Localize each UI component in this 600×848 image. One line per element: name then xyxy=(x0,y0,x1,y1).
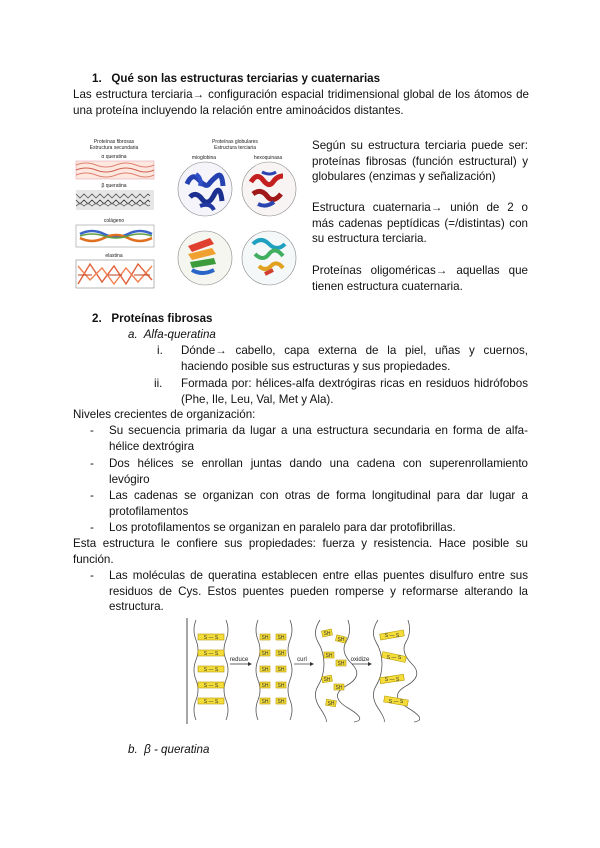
col2-sh-1b: SH xyxy=(277,634,285,641)
col1-bond-2: S — S xyxy=(203,650,219,657)
disulfide-bullet: - xyxy=(90,569,94,582)
protein-structures-svg xyxy=(72,134,304,292)
section2-title: Proteínas fibrosas xyxy=(111,312,213,325)
level-2-text: Dos hélices se enrollan juntas dando una cadena con superenrollamiento levógiro xyxy=(109,457,528,486)
fig1-label-elastin: elastina xyxy=(105,253,123,259)
section1-intro: Las estructura terciaria→ configuración espacial tridimensional global de los átomos de una proteína incluyendo la relación entre aminoácidos distantes. xyxy=(73,88,529,117)
level-3-bullet: - xyxy=(90,489,94,502)
arrow-label-3: oxidize xyxy=(350,657,370,663)
col2-sh-3a: SH xyxy=(261,666,269,673)
subsection-b-title: β - queratina xyxy=(144,743,210,756)
section2-number: 2. xyxy=(92,312,102,325)
col1-bond-5: S — S xyxy=(203,698,219,705)
section1-number: 1. xyxy=(92,72,102,85)
item-ii-text: Formada por: hélices-alfa dextrógiras ricas en residuos hidrófobos (Phe, Ile, Leu, Val, Met y Ala). xyxy=(181,377,528,406)
function-paragraph: Esta estructura le confiere sus propiedades: fuerza y resistencia. Hace posible su función. xyxy=(73,537,528,566)
disulfide-bridges-svg xyxy=(186,616,420,726)
fig1-label-alpha-keratin: α queratina xyxy=(101,154,127,160)
side-paragraph-2: Estructura cuaternaria→ unión de 2 o más cadenas peptídicas (=/distintas) con su estructura terciaria. xyxy=(312,201,528,246)
fig1-label-hexokinase: hexoquinasa xyxy=(253,155,283,161)
subsection-a-title: Alfa-queratina xyxy=(143,328,216,341)
col2-sh-1a: SH xyxy=(261,634,269,641)
subsection-a-marker: a. xyxy=(128,328,138,341)
side-paragraph-1: Según su estructura terciaria puede ser: proteínas fibrosas (función estructural) y globulares (enzimas y señalización) xyxy=(312,139,528,184)
col3-sh-1: SH xyxy=(323,630,331,637)
col1-bond-1: S — S xyxy=(203,634,219,641)
alpha-keratin-graphic xyxy=(76,161,154,179)
col3-sh-6: SH xyxy=(335,684,343,691)
section1-heading xyxy=(92,71,380,87)
col3-sh-7: SH xyxy=(327,700,335,707)
col2-sh-5b: SH xyxy=(277,698,285,705)
subsection-b xyxy=(128,742,209,758)
col3-bonds xyxy=(321,629,346,707)
section2-heading xyxy=(92,311,213,327)
col2-sh-2b: SH xyxy=(277,650,285,657)
beta-keratin-graphic xyxy=(76,190,154,210)
globular-protein-rainbow-right xyxy=(242,231,296,285)
section1-title: Qué son las estructuras terciarias y cuaternarias xyxy=(111,72,381,85)
fig1-left-subtitle: Estructura secundaria xyxy=(89,145,139,151)
subsection-a xyxy=(128,327,216,343)
level-3-text: Las cadenas se organizan con otras de forma longitudinal para dar lugar a protofilamentos xyxy=(109,489,528,518)
col2-bonds xyxy=(260,634,286,705)
disulfide-paragraph: Las moléculas de queratina establecen entre ellas puentes disulfuro entre sus residuos de Cys. Estos puentes pueden romperse y reformarse alterando la estructura. xyxy=(109,569,528,614)
globular-protein-rainbow-left xyxy=(178,231,232,285)
item-ii-marker: ii. xyxy=(154,377,163,390)
level-1-text: Su secuencia primaria da lugar a una estructura secundaria en forma de alfa-hélice dextrógira xyxy=(109,424,528,453)
col3-sh-4: SH xyxy=(337,660,345,667)
subsection-b-marker: b. xyxy=(128,743,138,756)
arrow-label-2: curl xyxy=(297,657,307,663)
col3-sh-2: SH xyxy=(337,636,345,643)
item-i-marker: i. xyxy=(157,344,163,357)
side-paragraph-3: Proteínas oligoméricas→ aquellas que tienen estructura cuaternaria. xyxy=(312,264,528,293)
collagen-graphic xyxy=(76,225,154,247)
level-2-bullet: - xyxy=(90,457,94,470)
col2-sh-4b: SH xyxy=(277,682,285,689)
level-1-bullet: - xyxy=(90,424,94,437)
col4-bonds xyxy=(380,630,409,706)
item-i-text: Dónde→ cabello, capa externa de la piel, uñas y cuernos, haciendo posible sus estructuras y sus propiedades. xyxy=(181,344,528,373)
col2-sh-5a: SH xyxy=(261,698,269,705)
col1-bond-4: S — S xyxy=(203,682,219,689)
level-4-bullet: - xyxy=(90,521,94,534)
fig1-label-collagen: colágeno xyxy=(103,218,125,224)
level-4-text: Los protofilamentos se organizan en paralelo para dar protofibrillas. xyxy=(109,521,456,534)
col2-sh-2a: SH xyxy=(261,650,269,657)
fig1-left-title: Proteínas fibrosas xyxy=(93,139,135,145)
col3-sh-5: SH xyxy=(323,676,331,683)
col4-bond-3: S — S xyxy=(384,676,400,683)
col2-sh-4a: SH xyxy=(261,682,269,689)
fig1-right-title: Proteínas globulares xyxy=(212,139,258,145)
col4-bond-4: S — S xyxy=(388,698,404,705)
levels-title: Niveles crecientes de organización: xyxy=(73,408,256,421)
fig1-label-myoglobin: mioglobina xyxy=(191,155,217,161)
arrow-label-1: reduce xyxy=(229,657,249,663)
col3-sh-3: SH xyxy=(325,652,333,659)
elastin-graphic xyxy=(76,260,154,288)
fig1-label-beta-keratin: β queratina xyxy=(101,183,127,189)
col2-sh-3b: SH xyxy=(277,666,285,673)
disulfide-bridges-figure xyxy=(186,616,420,726)
col4-bond-2: S — S xyxy=(386,654,402,661)
fig1-right-subtitle: Estructura terciaria xyxy=(214,145,256,151)
globular-protein-red xyxy=(242,162,296,216)
globular-protein-blue xyxy=(178,162,232,216)
col4-bond-1: S — S xyxy=(384,632,400,639)
col1-bond-3: S — S xyxy=(203,666,219,673)
col1-bonds xyxy=(198,634,224,705)
protein-structures-figure xyxy=(72,134,304,292)
